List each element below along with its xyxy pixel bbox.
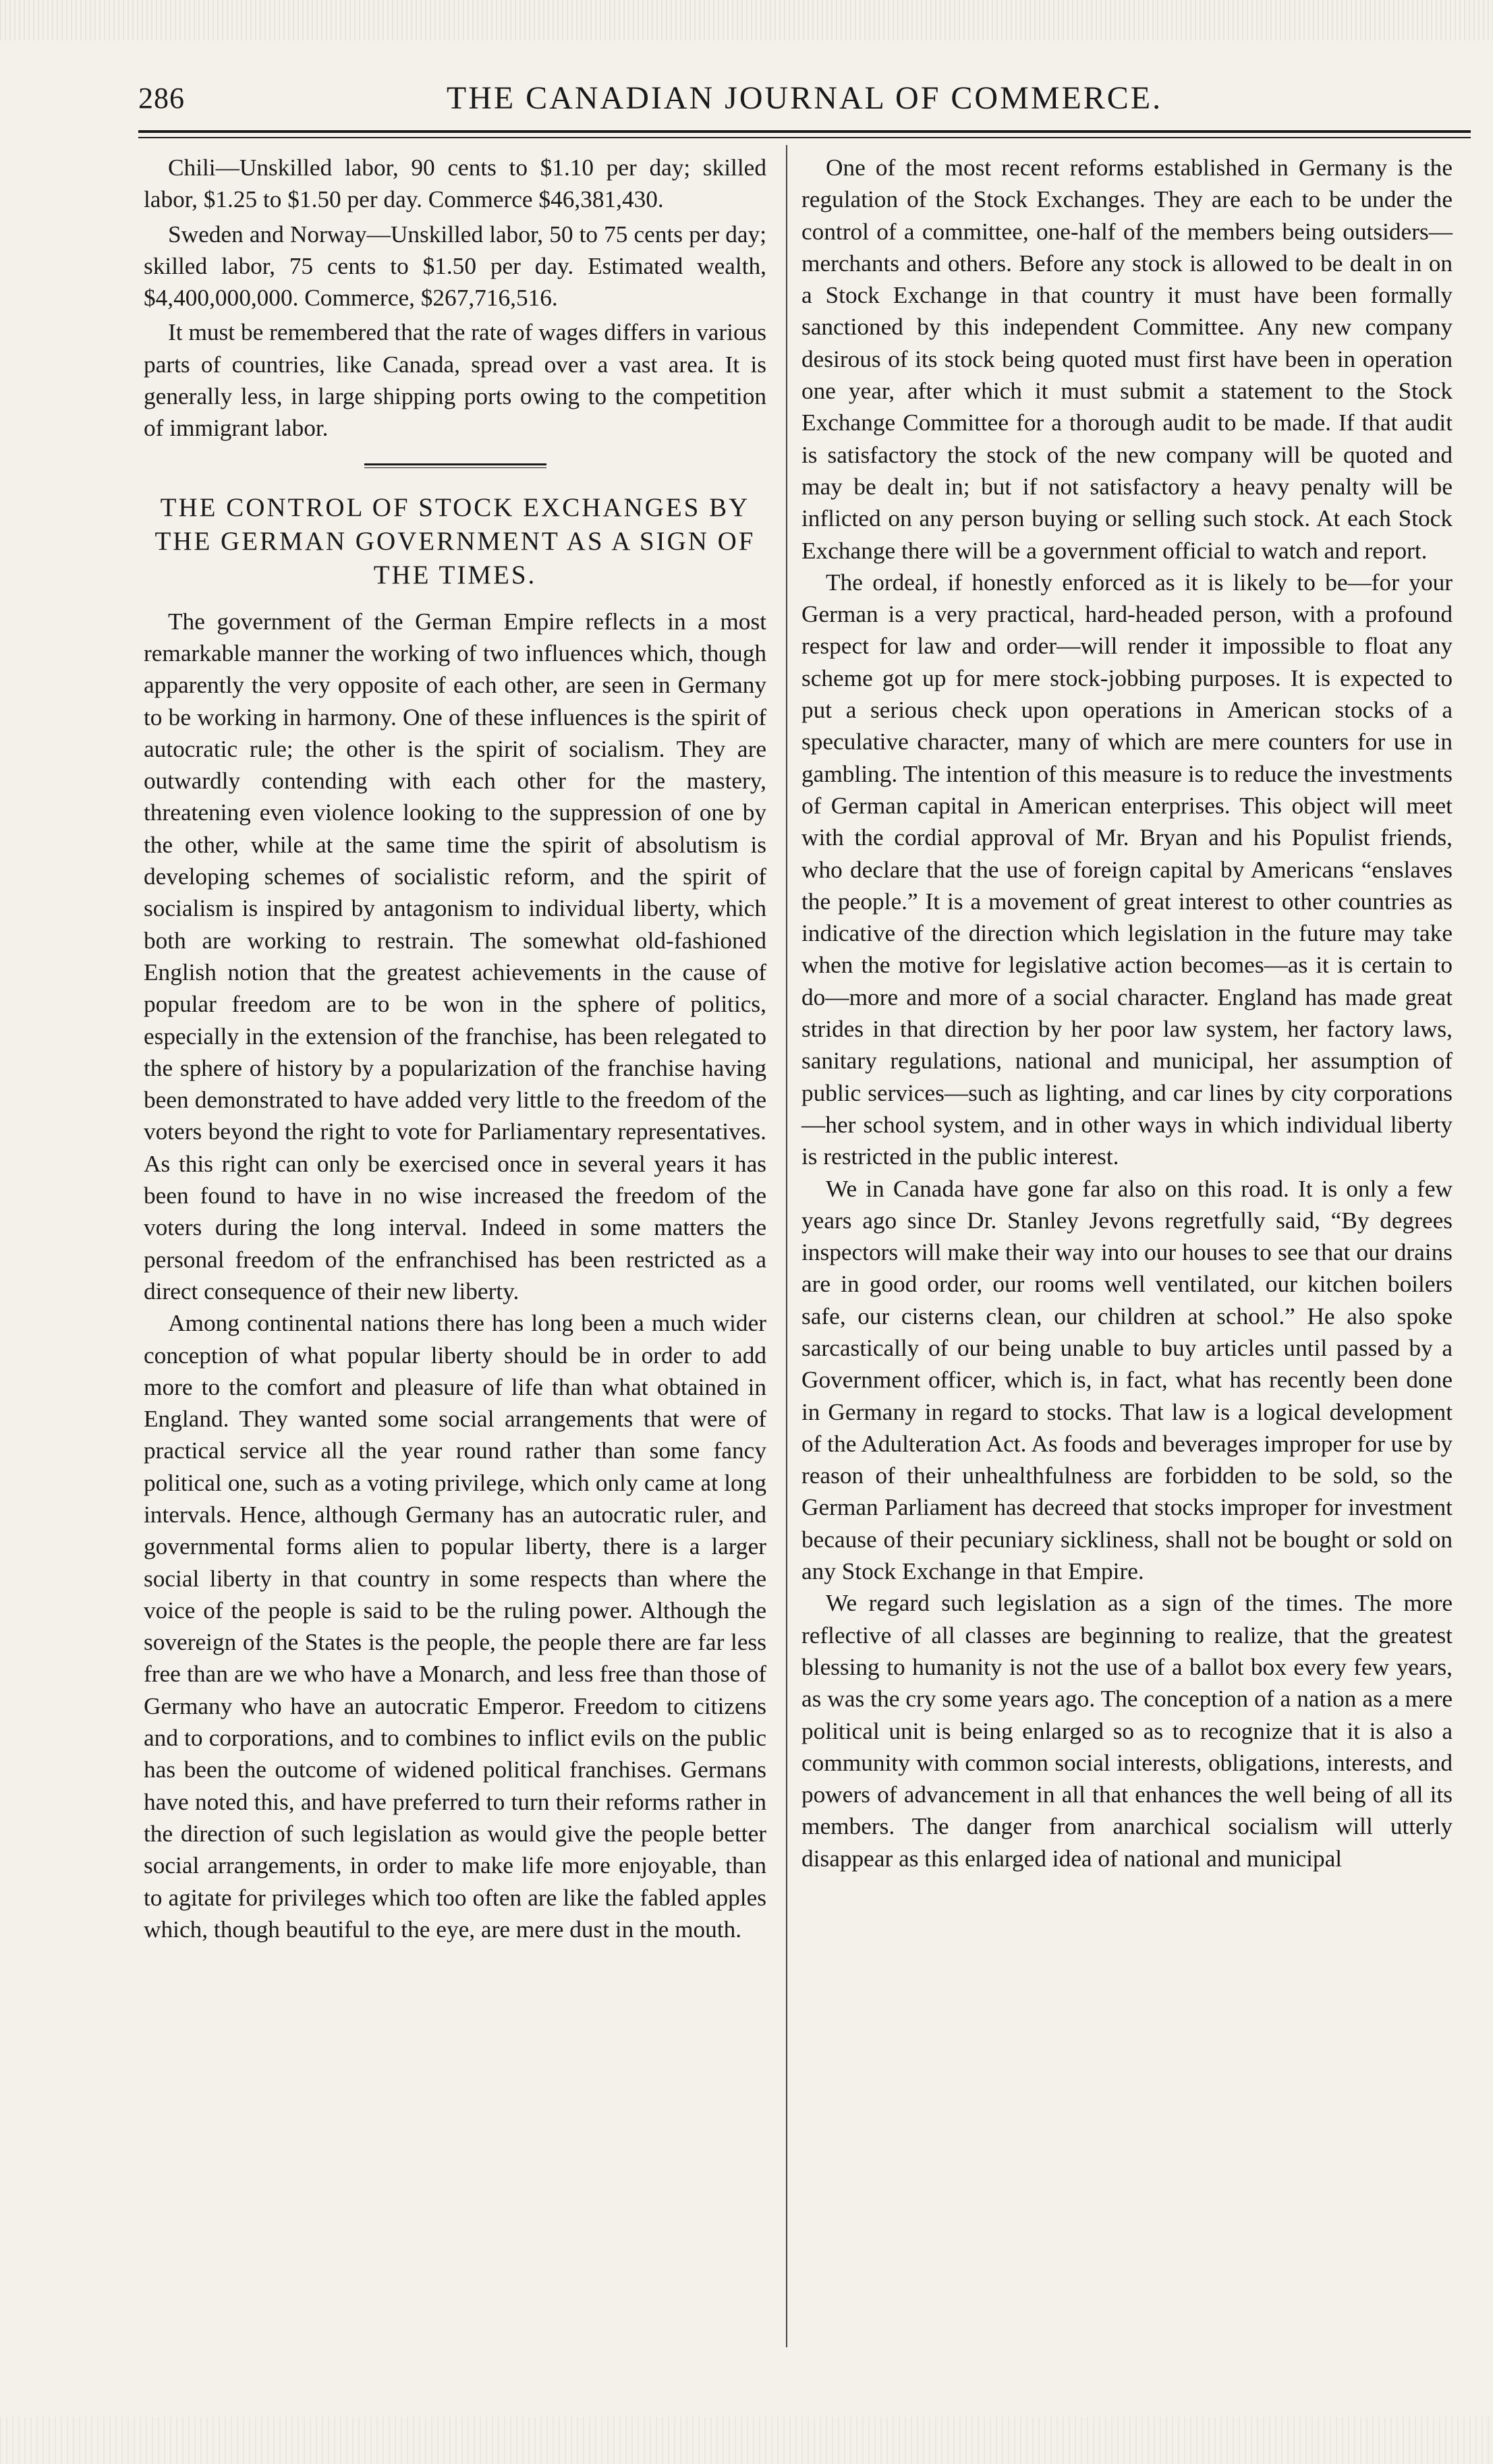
article-headline: THE CONTROL OF STOCK EXCHANGES BY THE GERMAN GOVERNMENT AS A SIGN OF THE TIMES. bbox=[154, 492, 756, 590]
article-paragraph: We in Canada have gone far also on this road. It is only a few years ago since Dr. Stanley Jevons regretfully said, “By degrees inspectors will make their way into our houses to see that our drains are in good order, our rooms well ventilated, our kitchen boilers safe, our cisterns clean, our children at school.” He also spoke sarcastically of our being unable to buy articles until passed by a Government officer, which is, in fact, what has recently been done in Germany in regard to stocks. That law is a logical development of the Adulteration Act. As foods and beverages improper for use by reason of their unhealthfulness are forbidden to be sold, so the German Parliament has decreed that stocks improper for investment because of their pecuniary sickliness, shall not be bought or sold on any Stock Exchange in that Empire. bbox=[801, 1175, 1453, 1585]
column-divider bbox=[786, 145, 787, 2347]
article-paragraph: The government of the German Empire reflects in a most remarkable manner the working of two influences which, though apparently the very opposite of each other, are seen in Germany to be working in harmony. One of these influences is the spirit of autocratic rule; the other is the spirit of socialism. They are outwardly contending with each other for the mastery, threatening even violence looking to the suppression of one by the other, while at the same time the spirit of absolutism is developing schemes of socialistic reform, and the spirit of socialism is inspired by antagonism to individual liberty, which both are working to restrain. The somewhat old-fashioned English notion that the greatest achievements in the cause of popular freedom are to be won in the sphere of politics, especially in the extension of the franchise, has been relegated to the sphere of history by a popularization of the franchise having been demonstrated to have added very little to the freedom of the voters beyond the right to vote for Parliamentary representatives. As this right can only be exercised once in several years it has been found to have in no wise increased the freedom of the voters during the long interval. Indeed in some matters the personal freedom of the enfranchised has been restricted as a direct consequence of their new liberty. bbox=[144, 608, 766, 1305]
section-divider bbox=[364, 463, 546, 468]
wage-paragraph-note: It must be remembered that the rate of wages differs in various parts of countries, like Canada, spread over a vast area. It is generally less, in large shipping ports owing to the competition of immigrant labor. bbox=[144, 319, 766, 442]
header-rule-thin bbox=[138, 137, 1471, 138]
article-paragraph: We regard such legislation as a sign of the times. The more reflective of all classes are beginning to realize, that the greatest blessing to humanity is not the use of a ballot box every few years, as was the cry some years ago. The conception of a nation as a mere political unit is being enlarged so as to recognize that it is also a community with common social interests, obligations, interests, and powers of advancement in all that enhances the well being of all its members. The danger from anarchical socialism will utterly disappear as this enlarged idea of national and municipal bbox=[801, 1590, 1453, 1872]
wage-paragraph-chili: Chili—Unskilled labor, 90 cents to $1.10 per day; skilled labor, $1.25 to $1.50 per day. Commerce $46,381,430. bbox=[144, 154, 766, 213]
header-rule-thick bbox=[138, 130, 1471, 133]
page-number: 286 bbox=[138, 82, 185, 115]
article-paragraph: One of the most recent reforms established in Germany is the regulation of the Stock Exchanges. They are each to be under the control of a committee, one-half of the members being outsiders—merchants and others. Before any stock is allowed to be dealt in on a Stock Exchange in that country it must have been formally sanctioned by this independent Committee. Any new company desirous of its stock being quoted must first have been in operation one year, after which it must submit a statement to the Stock Exchange Committee for a thorough audit to be made. If that audit is satisfactory the stock of the new company will be quoted and may be dealt in; but if not satisfactory a heavy penalty will be inflicted on any person buying or selling such stock. At each Stock Exchange there will be a government official to watch and report. bbox=[801, 154, 1453, 564]
left-column bbox=[144, 152, 766, 1945]
top-edge-texture bbox=[0, 0, 1493, 40]
article-paragraph: The ordeal, if honestly enforced as it is likely to be—for your German is a very practical, hard-headed person, with a profound respect for law and order—will render it impossible to float any scheme got up for mere stock-jobbing purposes. It is expected to put a serious check upon operations in American stocks of a speculative character, many of which are mere counters for use in gambling. The intention of this measure is to reduce the investments of German capital in American enterprises. This object will meet with the cordial approval of Mr. Bryan and his Populist friends, who declare that the use of foreign capital by Americans “enslaves the people.” It is a movement of great interest to other countries as indicative of the direction which legislation in the future may take when the motive for legislative action becomes—as it is certain to do—more and more of a social character. England has made great strides in that direction by her poor law system, her factory laws, sanitary regulations, national and municipal, her assumption of public services—such as lighting, and car lines by city corporations—her school system, and in other ways in which individual liberty is restricted in the public interest. bbox=[801, 569, 1453, 1170]
right-column bbox=[801, 152, 1453, 1874]
page-header bbox=[138, 80, 1471, 127]
wage-paragraph-sweden-norway: Sweden and Norway—Unskilled labor, 50 to 75 cents per day; skilled labor, 75 cents to $1.50 per day. Estimated wealth, $4,400,000,000. Commerce, $267,716,516. bbox=[144, 221, 766, 312]
article-paragraph: Among continental nations there has long been a much wider conception of what popular liberty should be in order to add more to the comfort and pleasure of life than what obtained in England. They wanted some social arrangements that were of practical service all the year round rather than some fancy political one, such as a voting privilege, which only came at long intervals. Hence, although Germany has an autocratic ruler, and governmental forms alien to popular liberty, there is a larger social liberty in that country in some respects than where the voice of the people is said to be the ruling power. Although the sovereign of the States is the people, the people there are far less free than are we who have a Monarch, and less free than those of Germany who have an autocratic Emperor. Freedom to citizens and to corporations, and to combines to inflict evils on the public has been the outcome of widened political franchises. Germans have noted this, and have preferred to turn their reforms rather in the direction of such legislation as would give the people better social arrangements, in order to make life more enjoyable, than to agitate for privileges which too often are like the fabled apples which, though beautiful to the eye, are mere dust in the mouth. bbox=[144, 1310, 766, 1943]
journal-title: THE CANADIAN JOURNAL OF COMMERCE. bbox=[446, 80, 1163, 116]
bottom-edge-texture bbox=[0, 2417, 1493, 2464]
